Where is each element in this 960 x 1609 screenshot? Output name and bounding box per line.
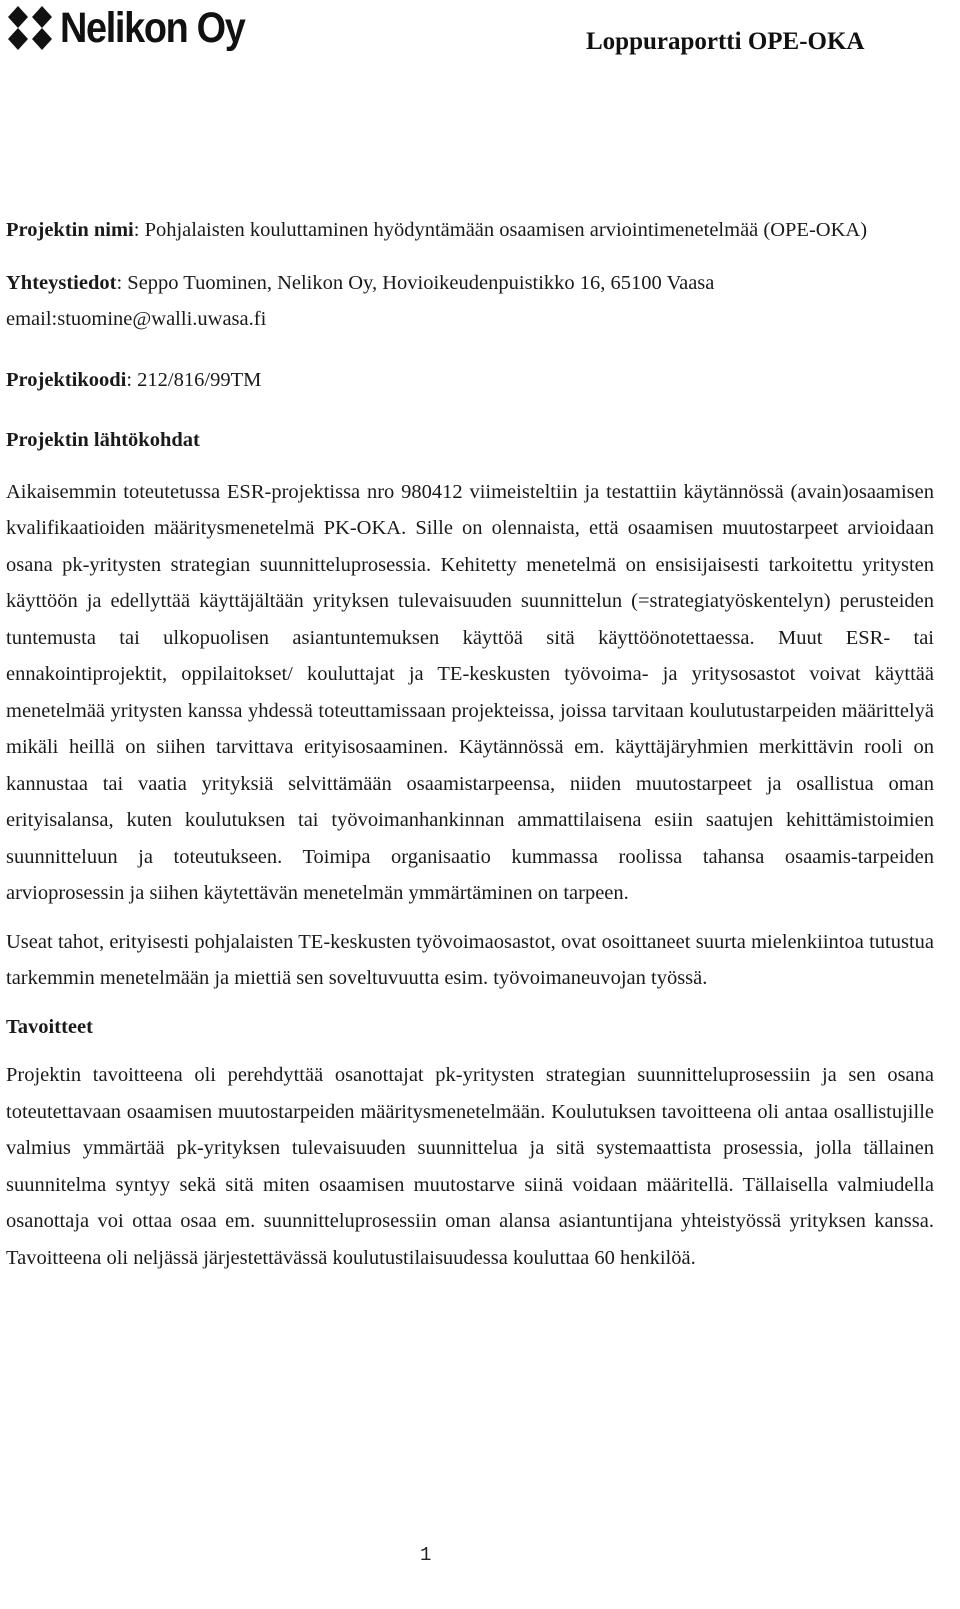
project-name-line bbox=[6, 212, 934, 249]
goals-heading-text: Tavoitteet bbox=[6, 1015, 93, 1038]
background-paragraph-2: Useat tahot, erityisesti pohjalaisten TE-keskusten työvoimaosastot, ovat osoittaneet suurta mielenkiintoa tutustua tarkemmin menetelmään ja miettiä sen soveltuvuutta esim. työvoimaneuvojan työssä. bbox=[6, 930, 934, 989]
contact-line bbox=[6, 265, 934, 302]
background-heading-text: Projektin lähtökohdat bbox=[6, 429, 200, 451]
project-name-value: : Pohjalaisten kouluttaminen hyödyntämään osaamisen arviointimenetelmää (OPE-OKA) bbox=[133, 219, 868, 241]
background-heading bbox=[6, 422, 934, 459]
page-number: 1 bbox=[420, 1544, 432, 1566]
company-name: Nelikon Oy bbox=[60, 4, 245, 52]
report-title: Loppuraportti OPE-OKA bbox=[586, 28, 865, 55]
goals-paragraph: Projektin tavoitteena oli perehdyttää osanottajat pk-yritysten strategian suunnitteluprosessiin ja sen osana toteutettavaan osaamisen muutostarpeiden määritysmenetelmään. Koulutuksen tavoitteena oli antaa osallistujille valmius ymmärtää pk-yrityksen tulevaisuuden suunnittelua ja sitä systemaattista prosessia, jolla tällainen suunnitelma syntyy sekä sitä miten osaamisen muutostarve siinä voidaan määritellä. Tällaisella valmiudella osanottaja voi ottaa osaa em. suunnitteluprosessiin oman alansa asiantuntijana yhteistyössä yrityksen kanssa. Tavoitteena oli neljässä järjestettävässä koulutustilaisuudessa kouluttaa 60 henkilöä. bbox=[6, 1064, 934, 1269]
project-code-line bbox=[6, 362, 934, 399]
project-code-label: Projektikoodi bbox=[6, 368, 127, 391]
company-logo bbox=[6, 4, 270, 52]
contact-label: Yhteystiedot bbox=[6, 271, 117, 294]
background-paragraph-1: Aikaisemmin toteutetussa ESR-projektissa nro 980412 viimeisteltiin ja testattiin käytännössä (avain)osaamisen kvalifikaatioiden määritysmenetelmä PK-OKA. Sille on olennaista, että osaamisen muutostarpeet arvioidaan osana pk-yritysten strategian suunnitteluprosessia. Kehitetty menetelmä on ensisijaisesti tarkoitettu yritysten käyttöön ja edellyttää käyttäjältään yrityksen tulevaisuuden suunnittelun (=strategiatyöskentelyn) perusteiden tuntemusta tai ulkopuolisen asiantuntemuksen käyttöä sitä käyttöönotettaessa. Muut ESR- tai ennakointiprojektit, oppilaitokset/ kouluttajat ja TE-keskusten työvoima- ja yritysosastot voivat käyttää menetelmää yritysten kanssa yhdessä toteuttamissaan projekteissa, joissa tarvitaan koulutustarpeiden määrittelyä mikäli heillä on siihen tarvittava erityisosaaminen. Käytännössä em. käyttäjäryhmien merkittävin rooli on kannustaa tai vaatia yrityksiä selvittämään osaamistarpeensa, niiden muutostarpeet ja osallistua oman erityisalansa, kuten koulutuksen tai työvoimanhankinnan ammattilaisena esiin saatujen kehittämistoimien suunnitteluun ja toteutukseen. Toimipa organisaatio kummassa roolissa tahansa osaamis-tarpeiden arvioprosessin ja siihen käytettävän menetelmän ymmärtäminen on tarpeen. bbox=[6, 480, 934, 904]
goals-heading bbox=[6, 1009, 934, 1046]
diamond-logo-icon bbox=[6, 6, 54, 50]
project-code-value: : 212/816/99TM bbox=[126, 368, 262, 391]
document-body bbox=[6, 212, 934, 1276]
email-line: email:stuomine@walli.uwasa.fi bbox=[6, 308, 267, 330]
contact-value: : Seppo Tuominen, Nelikon Oy, Hovioikeudenpuistikko 16, 65100 Vaasa bbox=[116, 271, 715, 294]
project-name-label: Projektin nimi bbox=[6, 219, 134, 241]
